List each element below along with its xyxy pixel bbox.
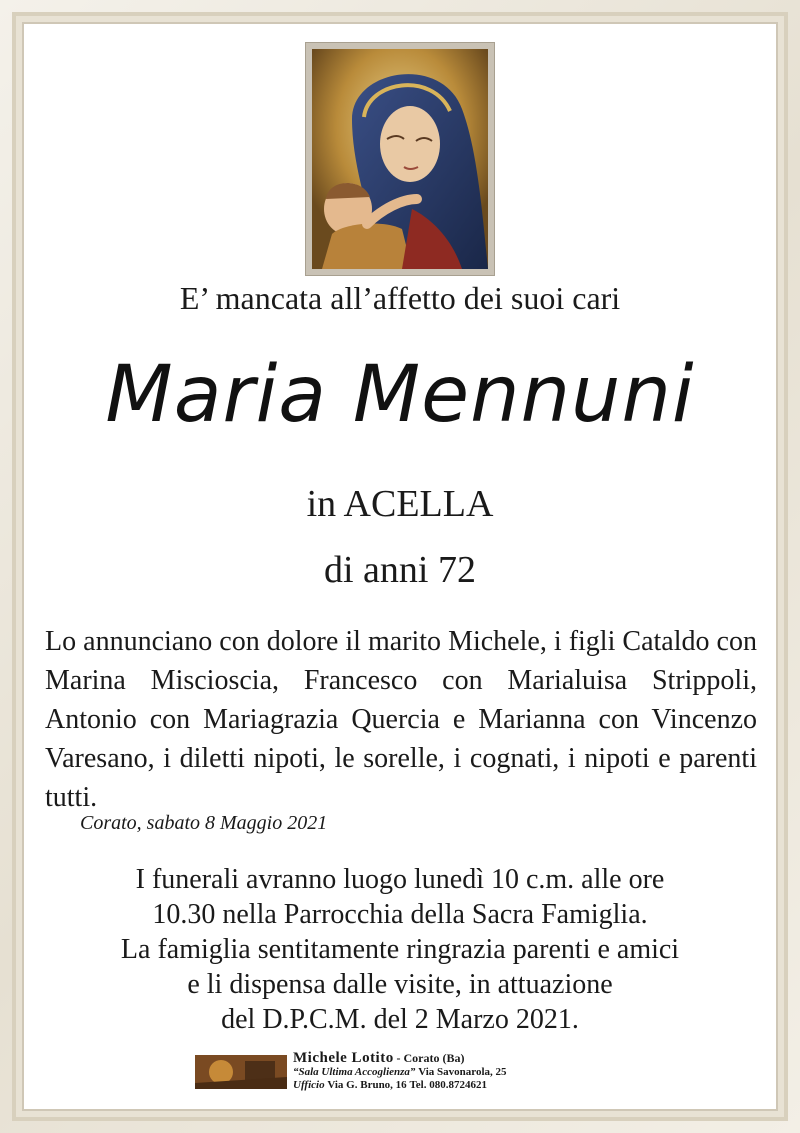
funeral-hall-name: “Sala Ultima Accoglienza”	[293, 1066, 416, 1078]
funeral-info	[40, 862, 760, 1037]
phone-number: Tel. 080.8724621	[409, 1079, 487, 1091]
funeral-home-text	[293, 1052, 623, 1092]
date-text: Corato, sabato 8 Maggio 2021	[80, 812, 328, 834]
age-text: di anni 72	[324, 549, 476, 591]
funeral-hall-address: Via Savonarola, 25	[418, 1066, 507, 1078]
madonna-and-child-icon	[306, 43, 494, 275]
funeral-home-footer	[195, 1052, 625, 1092]
funeral-line: I funerali avranno luogo lunedì 10 c.m. alle ore	[135, 864, 665, 895]
funeral-line: La famiglia sentitamente ringrazia parenti e amici	[120, 934, 680, 965]
intro-text: E’ mancata all’affetto dei suoi cari	[179, 280, 621, 316]
announcement-text: Lo annunciano con dolore il marito Michele, i figli Cataldo con Marina Miscioscia, Francesco con Marialuisa Strippoli, Antonio con Mariagrazia Quercia e Marianna con Vincenzo Varesano, i diletti nipoti, le sorelle, i cognati, i nipoti e parenti tutti.	[45, 626, 757, 813]
married-name: in ACELLA	[306, 483, 494, 525]
office-label: Ufficio	[293, 1079, 325, 1091]
deceased-name: Maria Mennuni	[105, 350, 695, 440]
funeral-home-name: Michele Lotito	[293, 1050, 394, 1066]
funeral-line: 10.30 nella Parrocchia della Sacra Famiglia.	[152, 899, 648, 930]
funeral-line: e li dispensa dalle visite, in attuazione	[187, 969, 613, 1000]
funeral-line: del D.P.C.M. del 2 Marzo 2021.	[221, 1004, 579, 1035]
funeral-home-logo	[195, 1055, 287, 1089]
funeral-home-city: - Corato (Ba)	[396, 1051, 465, 1065]
office-address: Via G. Bruno, 16	[327, 1079, 407, 1091]
